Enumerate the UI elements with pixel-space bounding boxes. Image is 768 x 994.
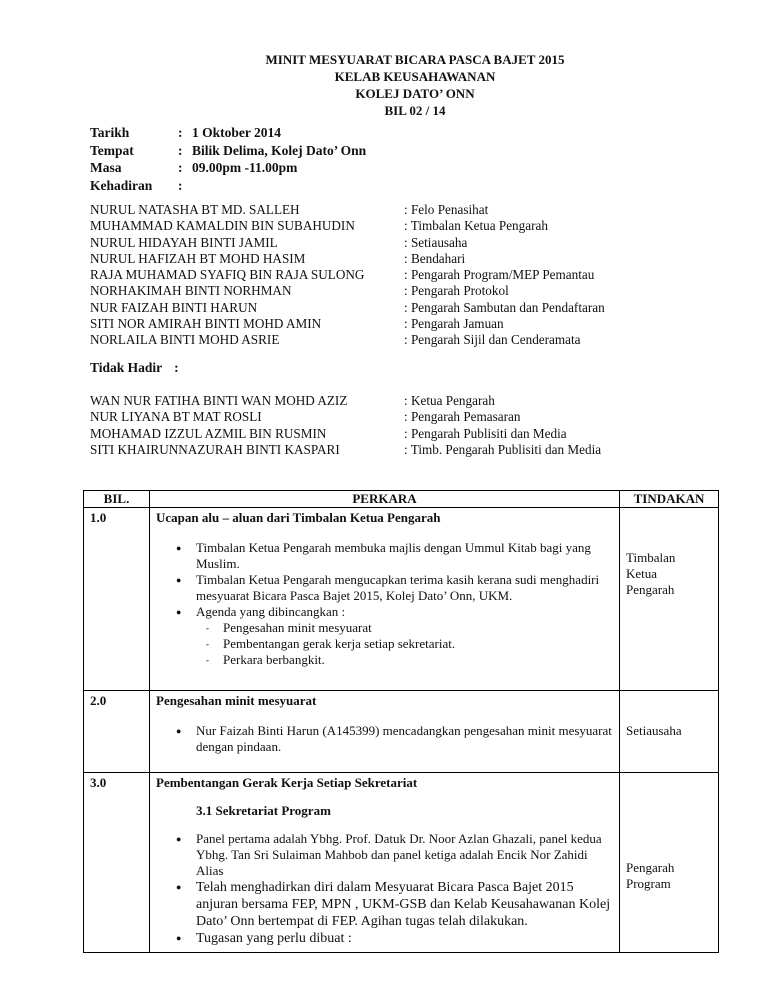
row-action: Timbalan Ketua Pengarah bbox=[620, 508, 719, 691]
bullet-list bbox=[156, 831, 613, 947]
attendee-name: RAJA MUHAMAD SYAFIQ BIN RAJA SULONG bbox=[90, 267, 365, 283]
info-value: 1 Oktober 2014 bbox=[192, 125, 282, 140]
attendee-list bbox=[90, 202, 605, 349]
attendee-role: : Bendahari bbox=[404, 250, 466, 266]
row-number: 1.0 bbox=[84, 508, 150, 691]
attendee-row bbox=[90, 235, 605, 251]
attendee-name: SITI NOR AMIRAH BINTI MOHD AMIN bbox=[90, 316, 322, 332]
row-number: 3.0 bbox=[84, 773, 150, 953]
absent-row bbox=[90, 442, 601, 458]
col-header-perkara: PERKARA bbox=[150, 491, 620, 508]
bullet-item: ● Tugasan yang perlu dibuat : bbox=[196, 930, 613, 947]
absent-name: WAN NUR FATIHA BINTI WAN MOHD AZIZ bbox=[90, 393, 348, 408]
attendee-role: : Felo Penasihat bbox=[404, 202, 489, 217]
absent-row bbox=[90, 426, 601, 442]
absent-role: : Timb. Pengarah Publisiti dan Media bbox=[404, 441, 602, 457]
info-row-attendance: Kehadiran : bbox=[90, 177, 183, 193]
table-row bbox=[84, 773, 719, 953]
section-title: Ucapan alu – aluan dari Timbalan Ketua Pengarah bbox=[156, 510, 441, 525]
section-title: Pengesahan minit mesyuarat bbox=[156, 693, 317, 708]
col-header-bil: BIL. bbox=[84, 491, 150, 508]
header-number: BIL 02 / 14 bbox=[384, 103, 446, 118]
attendee-name: MUHAMMAD KAMALDIN BIN SUBAHUDIN bbox=[90, 218, 355, 234]
bullet-item: ● Timbalan Ketua Pengarah membuka majlis dengan Ummul Kitab bagi yang Muslim. bbox=[196, 540, 613, 572]
absent-name: SITI KHAIRUNNAZURAH BINTI KASPARI bbox=[90, 441, 340, 457]
attendee-role: : Pengarah Sijil dan Cenderamata bbox=[404, 332, 581, 348]
table-header-row bbox=[84, 491, 719, 508]
dash-item: - Pengesahan minit mesyuarat bbox=[223, 620, 613, 636]
attendee-name: NORHAKIMAH BINTI NORHMAN bbox=[90, 283, 292, 299]
attendee-row bbox=[90, 218, 605, 234]
absent-name: NUR LIYANA BT MAT ROSLI bbox=[90, 409, 262, 425]
bullet-item: ● Agenda yang dibincangkan : - Pengesahan minit mesyuarat - Pembentangan gerak kerja setiap sekretariat. - Perkara berbangkit. bbox=[196, 604, 613, 668]
absent-role: : Pengarah Pemasaran bbox=[404, 409, 521, 425]
attendee-name: NURUL HAFIZAH BT MOHD HASIM bbox=[90, 250, 306, 266]
table-row bbox=[84, 508, 719, 691]
info-value: 09.00pm -11.00pm bbox=[192, 160, 298, 175]
header-club: KELAB KEUSAHAWANAN bbox=[334, 69, 496, 84]
header-college: KOLEJ DATO’ ONN bbox=[355, 86, 475, 101]
attendee-row bbox=[90, 267, 605, 283]
bullet-list bbox=[156, 723, 613, 755]
header-title: MINIT MESYUARAT BICARA PASCA BAJET 2015 bbox=[265, 52, 565, 67]
attendee-row bbox=[90, 251, 605, 267]
subsection-title: 3.1 Sekretariat Program bbox=[196, 803, 331, 818]
dash-item: - Pembentangan gerak kerja setiap sekretariat. bbox=[223, 636, 613, 652]
meeting-info bbox=[90, 124, 366, 194]
attendee-row bbox=[90, 316, 605, 332]
attendee-role: : Pengarah Sambutan dan Pendaftaran bbox=[404, 299, 605, 315]
attendee-name: NUR FAIZAH BINTI HARUN bbox=[90, 299, 258, 315]
attendee-role: : Timbalan Ketua Pengarah bbox=[404, 218, 548, 234]
info-key: Kehadiran bbox=[90, 177, 153, 193]
bullet-list bbox=[156, 540, 613, 668]
absent-heading: Tidak Hadir : bbox=[90, 360, 179, 375]
bullet-item: ● Timbalan Ketua Pengarah mengucapkan terima kasih kerana sudi menghadiri mesyuarat Bicara Pasca Bajet 2015, Kolej Dato’ Onn, UKM. bbox=[196, 572, 613, 604]
info-row-date: Tarikh : 1 Oktober 2014 bbox=[90, 125, 282, 140]
attendee-role: : Pengarah Jamuan bbox=[404, 316, 504, 332]
absent-row bbox=[90, 409, 601, 425]
row-number: 2.0 bbox=[84, 691, 150, 773]
dash-list bbox=[196, 620, 613, 668]
absent-role: : Ketua Pengarah bbox=[404, 393, 495, 408]
row-content bbox=[150, 508, 620, 691]
attendee-row bbox=[90, 332, 605, 348]
attendee-role: : Setiausaha bbox=[404, 234, 468, 250]
section-title: Pembentangan Gerak Kerja Setiap Sekretariat bbox=[156, 775, 418, 790]
absent-name: MOHAMAD IZZUL AZMIL BIN RUSMIN bbox=[90, 425, 327, 441]
attendee-name: NURUL HIDAYAH BINTI JAMIL bbox=[90, 234, 278, 250]
absent-list bbox=[90, 393, 601, 458]
info-row-time: Masa : 09.00pm -11.00pm bbox=[90, 160, 298, 175]
info-row-place: Tempat : Bilik Delima, Kolej Dato’ Onn bbox=[90, 142, 367, 158]
bullet-item: ● Telah menghadirkan diri dalam Mesyuarat Bicara Pasca Bajet 2015 anjuran bersama FEP, MPN , UKM-GSB dan Kelab Keusahawanan Kolej Dato’ Onn bertempat di FEP. Agihan tugas telah dilakukan. bbox=[196, 879, 613, 930]
attendee-row bbox=[90, 300, 605, 316]
info-key: Tempat bbox=[90, 142, 134, 158]
minutes-table bbox=[83, 490, 719, 953]
row-action: Setiausaha bbox=[620, 691, 719, 773]
row-action: Pengarah Program bbox=[620, 773, 719, 953]
info-key: Masa bbox=[90, 160, 122, 175]
info-key: Tarikh bbox=[90, 125, 130, 140]
row-content bbox=[150, 691, 620, 773]
attendee-row bbox=[90, 202, 605, 218]
row-content bbox=[150, 773, 620, 953]
absent-row bbox=[90, 393, 601, 409]
attendee-row bbox=[90, 283, 605, 299]
attendee-name: NURUL NATASHA BT MD. SALLEH bbox=[90, 202, 300, 217]
absent-role: : Pengarah Publisiti dan Media bbox=[404, 425, 567, 441]
document-header bbox=[0, 51, 768, 119]
bullet-item: ● Panel pertama adalah Ybhg. Prof. Datuk Dr. Noor Azlan Ghazali, panel kedua Ybhg. Tan Sri Sulaiman Mahbob dan panel ketiga adalah Encik Nor Zahidi Alias bbox=[196, 831, 613, 879]
attendee-name: NORLAILA BINTI MOHD ASRIE bbox=[90, 332, 280, 348]
info-value: Bilik Delima, Kolej Dato’ Onn bbox=[192, 142, 367, 158]
table-row bbox=[84, 691, 719, 773]
bullet-item: ● Nur Faizah Binti Harun (A145399) mencadangkan pengesahan minit mesyuarat dengan pindaan. bbox=[196, 723, 613, 755]
col-header-tindakan: TINDAKAN bbox=[620, 491, 719, 508]
attendee-role: : Pengarah Program/MEP Pemantau bbox=[404, 267, 595, 283]
dash-item: - Perkara berbangkit. bbox=[223, 652, 613, 668]
attendee-role: : Pengarah Protokol bbox=[404, 283, 509, 299]
